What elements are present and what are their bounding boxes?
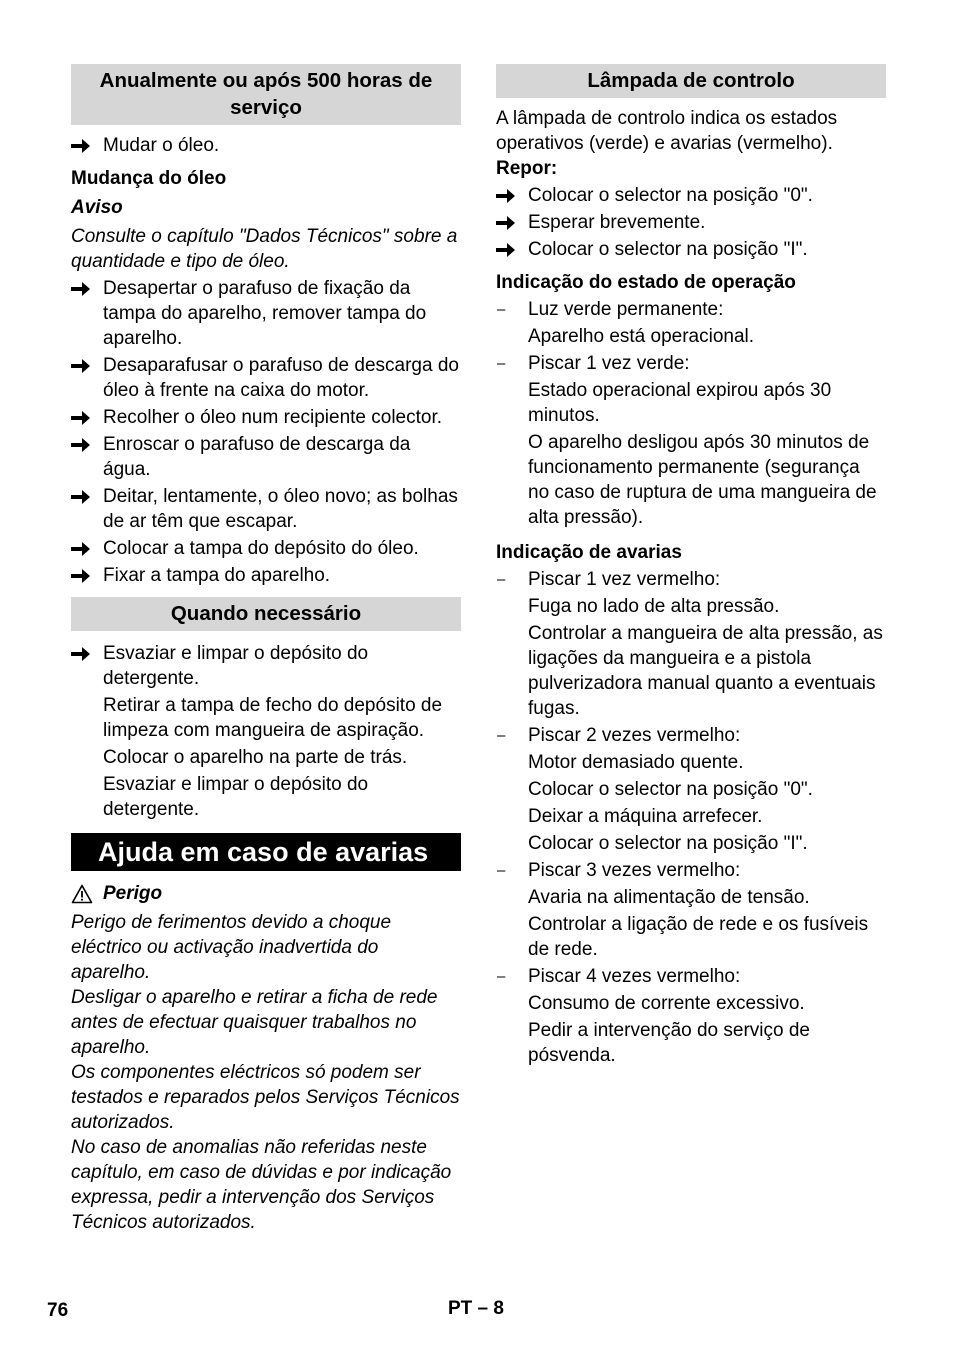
danger-heading: Perigo: [71, 881, 461, 906]
list-item: Fixar a tampa do aparelho.: [71, 563, 461, 588]
oil-change-heading: Mudança do óleo: [71, 168, 227, 189]
fault-list: [496, 567, 886, 1068]
list-item: Recolher o óleo num recipiente colector.: [71, 405, 461, 430]
dash-list-item: – Piscar 2 vezes vermelho:: [497, 725, 741, 746]
danger-text: [71, 910, 461, 1235]
arrow-right-icon: [71, 541, 91, 557]
faults-heading: Indicação de avarias: [496, 542, 682, 563]
dash-marker: –: [497, 571, 506, 588]
continuation-text: Esvaziar e limpar o depósito do detergente.: [103, 774, 369, 820]
warning-triangle-icon: [71, 884, 93, 904]
dash-marker: –: [497, 301, 506, 318]
list-item: Enroscar o parafuso de descarga da água.: [71, 432, 461, 482]
dash-item-detail: Controlar a ligação de rede e os fusíveis de rede.: [528, 914, 869, 960]
list-item: Esperar brevemente.: [496, 210, 886, 235]
dash-item-detail: Avaria na alimentação de tensão.: [528, 887, 810, 908]
danger-paragraph: Os componentes eléctricos só podem ser testados e reparados pelos Serviços Técnicos autorizados.: [71, 1062, 460, 1133]
reset-label: Repor:: [496, 158, 558, 179]
status-list: [496, 297, 886, 530]
dash-list-item: – Piscar 4 vezes vermelho:: [497, 966, 741, 987]
section-header-control-lamp: Lâmpada de controlo: [496, 64, 886, 98]
right-column: [496, 64, 886, 1068]
arrow-right-icon: [71, 138, 91, 154]
arrow-right-icon: [496, 188, 516, 204]
dash-item-detail: Colocar o selector na posição "I".: [528, 833, 808, 854]
dash-item-detail: Consumo de corrente excessivo.: [528, 993, 805, 1014]
dash-item-detail: Aparelho está operacional.: [528, 326, 755, 347]
list-item: Colocar o selector na posição "I".: [496, 237, 886, 262]
dash-marker: –: [497, 727, 506, 744]
section-header-annual: Anualmente ou após 500 horas de serviço: [71, 64, 461, 125]
list-item: Desaparafusar o parafuso de descarga do óleo à frente na caixa do motor.: [71, 353, 461, 403]
left-column: [71, 64, 461, 1235]
status-heading: Indicação do estado de operação: [496, 272, 796, 293]
dash-item-detail: Deixar a máquina arrefecer.: [528, 806, 763, 827]
dash-list-item: – Piscar 1 vez verde:: [497, 353, 690, 374]
continuation-text: Retirar a tampa de fecho do depósito de limpeza com mangueira de aspiração.: [103, 695, 443, 741]
dash-list-item: – Piscar 3 vezes vermelho:: [497, 860, 741, 881]
notice-title: Aviso: [71, 197, 123, 218]
page-number: 76: [47, 1300, 69, 1321]
intro-text: A lâmpada de controlo indica os estados operativos (verde) e avarias (vermelho).: [496, 108, 838, 154]
section-header-when-needed: Quando necessário: [71, 597, 461, 631]
language-page-label: PT – 8: [448, 1298, 504, 1319]
arrow-right-icon: [71, 568, 91, 584]
continuation-text: Colocar o aparelho na parte de trás.: [103, 747, 408, 768]
list-item: Colocar o selector na posição "0".: [496, 183, 886, 208]
when-needed-continuation: [71, 693, 461, 822]
list-item: Desapertar o parafuso de fixação da tampa do aparelho, remover tampa do aparelho.: [71, 276, 461, 351]
dash-item-detail: Controlar a mangueira de alta pressão, as ligações da mangueira e a pistola pulverizadora manual quanto a eventuais fugas.: [528, 623, 883, 719]
arrow-right-icon: [71, 489, 91, 505]
main-section-title: Ajuda em caso de avarias: [71, 833, 461, 871]
list-item: Colocar a tampa do depósito do óleo.: [71, 536, 461, 561]
arrow-right-icon: [71, 358, 91, 374]
arrow-right-icon: [71, 281, 91, 297]
arrow-right-icon: [71, 437, 91, 453]
list-item: Mudar o óleo.: [71, 133, 461, 158]
dash-list-item: – Piscar 1 vez vermelho:: [497, 569, 721, 590]
dash-marker: –: [497, 968, 506, 985]
danger-paragraph: Desligar o aparelho e retirar a ficha de rede antes de efectuar quaisquer trabalhos no aparelho.: [71, 987, 438, 1058]
arrow-right-icon: [71, 410, 91, 426]
oil-steps-list: [71, 276, 461, 588]
danger-paragraph: No caso de anomalias não referidas neste capítulo, em caso de dúvidas e por indicação expressa, pedir a intervenção dos Serviços Técnicos autorizados.: [71, 1137, 452, 1233]
dash-item-detail: Estado operacional expirou após 30 minutos.: [528, 380, 832, 426]
dash-marker: –: [497, 862, 506, 879]
dash-list-item: – Luz verde permanente:: [497, 299, 724, 320]
reset-steps-list: [496, 183, 886, 262]
dash-item-detail: Pedir a intervenção do serviço de pósvenda.: [528, 1020, 810, 1066]
dash-item-detail: Motor demasiado quente.: [528, 752, 744, 773]
dash-marker: –: [497, 355, 506, 372]
dash-item-detail: Colocar o selector na posição "0".: [528, 779, 813, 800]
dash-item-detail: O aparelho desligou após 30 minutos de funcionamento permanente (segurança no caso de ruptura de uma mangueira de alta pressão).: [528, 432, 877, 528]
list-item: Esvaziar e limpar o depósito do detergente.: [71, 641, 461, 691]
notice-text: Consulte o capítulo "Dados Técnicos" sobre a quantidade e tipo de óleo.: [71, 226, 458, 272]
arrow-right-icon: [71, 646, 91, 662]
danger-paragraph: Perigo de ferimentos devido a choque eléctrico ou activação inadvertida do aparelho.: [71, 912, 392, 983]
list-item: Deitar, lentamente, o óleo novo; as bolhas de ar têm que escapar.: [71, 484, 461, 534]
arrow-right-icon: [496, 215, 516, 231]
dash-item-detail: Fuga no lado de alta pressão.: [528, 596, 780, 617]
arrow-right-icon: [496, 242, 516, 258]
